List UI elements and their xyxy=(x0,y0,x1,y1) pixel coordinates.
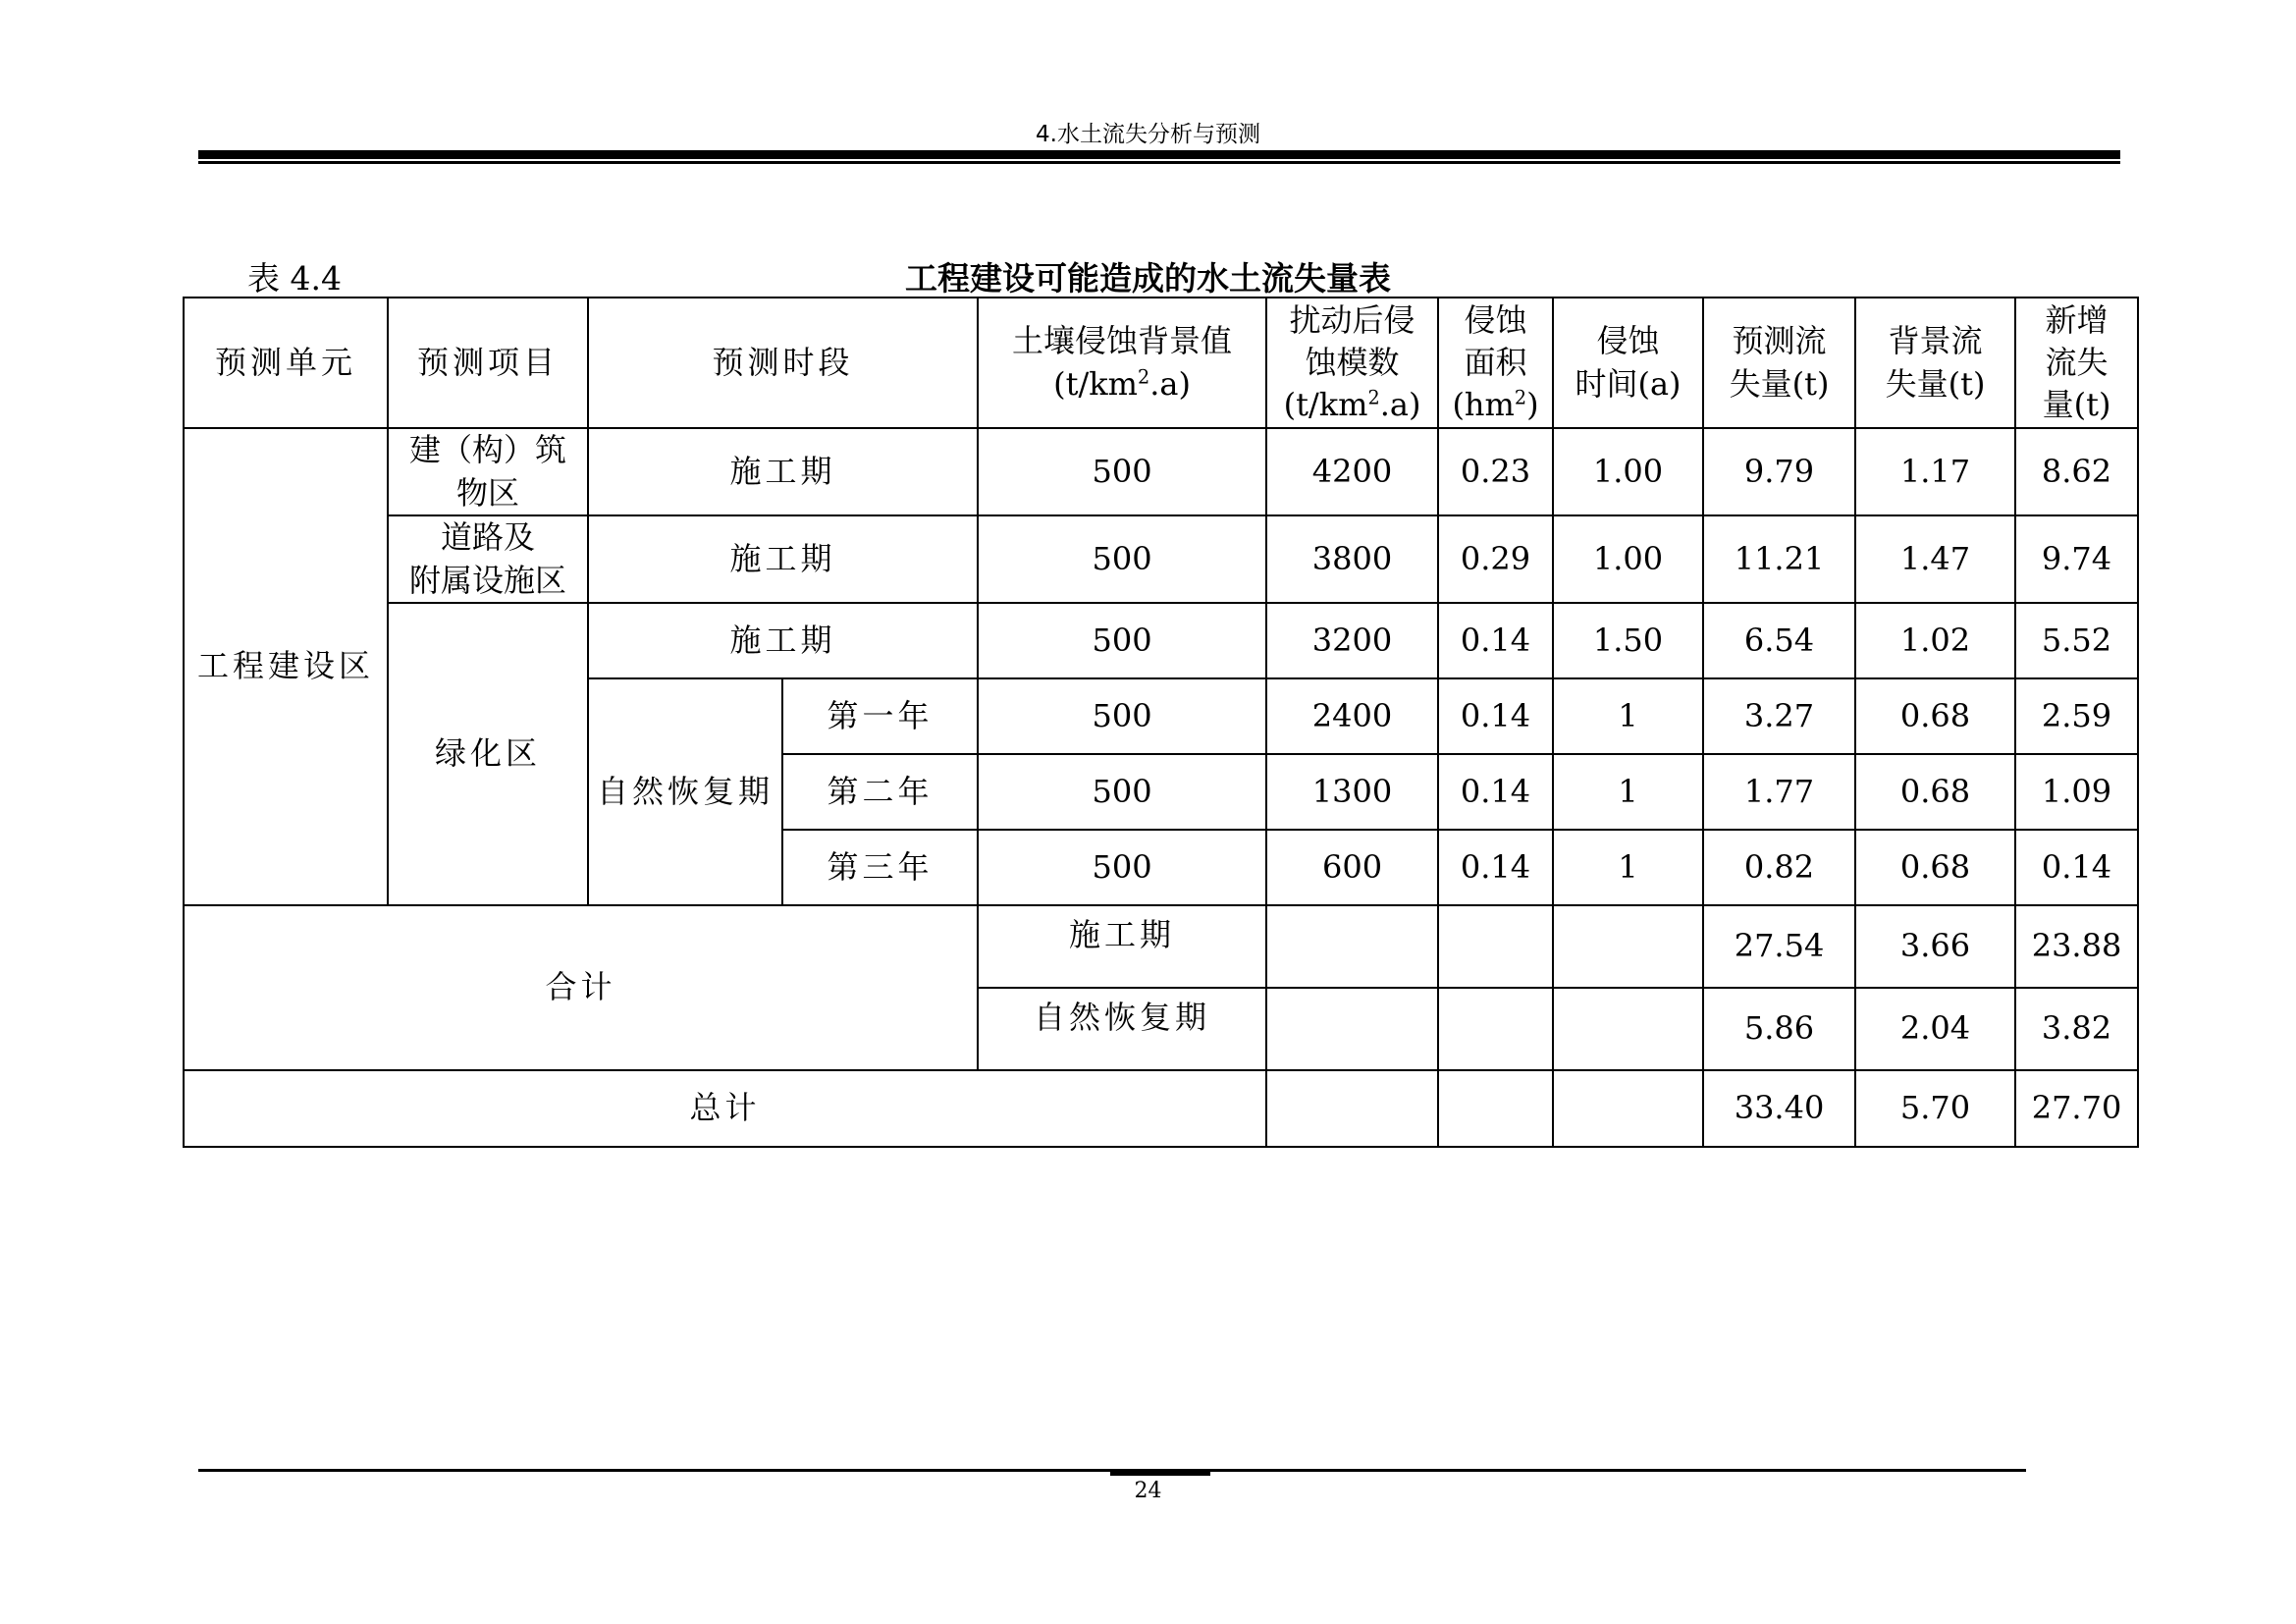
table-title: 工程建设可能造成的水土流失量表 xyxy=(905,259,1391,298)
background-value-cell: 500 xyxy=(978,515,1266,603)
erosion-modulus-cell: 2400 xyxy=(1266,678,1438,754)
item-cell-line2: 物区 xyxy=(455,473,519,512)
empty-cell xyxy=(1266,988,1438,1070)
period-cell: 施工期 xyxy=(588,428,978,515)
erosion-area-cell: 0.29 xyxy=(1438,515,1553,603)
background-value-cell: 500 xyxy=(978,678,1266,754)
new-loss-cell: 23.88 xyxy=(2015,905,2138,988)
col-header-erosion-modulus-sup: 2 xyxy=(1367,386,1380,409)
predicted-loss-cell: 5.86 xyxy=(1703,988,1855,1070)
empty-cell xyxy=(1438,1070,1553,1147)
col-header-erosion-area-line2: 面积 xyxy=(1464,343,1527,381)
erosion-area-cell: 0.23 xyxy=(1438,428,1553,515)
item-cell-line2: 附属设施区 xyxy=(408,561,566,599)
item-cell xyxy=(388,428,588,515)
background-loss-cell: 1.47 xyxy=(1855,515,2015,603)
total-label-cell: 总计 xyxy=(184,1070,1266,1147)
col-header-period: 预测时段 xyxy=(588,298,978,428)
new-loss-cell: 9.74 xyxy=(2015,515,2138,603)
empty-cell xyxy=(1438,988,1553,1070)
predicted-loss-cell: 0.82 xyxy=(1703,830,1855,905)
col-header-erosion-area-line4: ) xyxy=(1526,386,1539,424)
predicted-loss-cell: 33.40 xyxy=(1703,1070,1855,1147)
erosion-modulus-cell: 4200 xyxy=(1266,428,1438,515)
col-header-erosion-area-sup: 2 xyxy=(1514,386,1527,409)
col-header-background-loss xyxy=(1855,298,2015,428)
new-loss-cell: 2.59 xyxy=(2015,678,2138,754)
new-loss-cell: 8.62 xyxy=(2015,428,2138,515)
predicted-loss-cell: 3.27 xyxy=(1703,678,1855,754)
new-loss-cell: 1.09 xyxy=(2015,754,2138,830)
empty-cell xyxy=(1266,1070,1438,1147)
background-loss-cell: 2.04 xyxy=(1855,988,2015,1070)
col-header-background-value-line3: .a) xyxy=(1149,364,1191,403)
background-value-cell: 500 xyxy=(978,603,1266,678)
col-header-erosion-modulus xyxy=(1266,298,1438,428)
erosion-time-cell: 1.00 xyxy=(1553,515,1703,603)
period-cell: 第二年 xyxy=(782,754,978,830)
col-header-erosion-time xyxy=(1553,298,1703,428)
predicted-loss-cell: 11.21 xyxy=(1703,515,1855,603)
subtotal-row xyxy=(184,905,2138,988)
col-header-new-loss xyxy=(2015,298,2138,428)
period-cell: 第三年 xyxy=(782,830,978,905)
erosion-area-cell: 0.14 xyxy=(1438,678,1553,754)
predicted-loss-cell: 1.77 xyxy=(1703,754,1855,830)
col-header-predicted-loss xyxy=(1703,298,1855,428)
new-loss-cell: 3.82 xyxy=(2015,988,2138,1070)
footer-mark xyxy=(1110,1472,1210,1476)
period-group-cell: 自然恢复期 xyxy=(588,678,782,905)
background-loss-cell: 0.68 xyxy=(1855,754,2015,830)
background-value-cell: 500 xyxy=(978,754,1266,830)
new-loss-cell: 27.70 xyxy=(2015,1070,2138,1147)
col-header-background-value xyxy=(978,298,1266,428)
table-row xyxy=(184,603,2138,678)
empty-cell xyxy=(1438,905,1553,988)
subtotal-label-cell: 合计 xyxy=(184,905,978,1070)
empty-cell xyxy=(1266,905,1438,988)
empty-cell xyxy=(1553,1070,1703,1147)
erosion-modulus-cell: 1300 xyxy=(1266,754,1438,830)
col-header-erosion-modulus-line2: 蚀模数 xyxy=(1305,343,1400,381)
soil-loss-table xyxy=(183,297,2139,1148)
col-header-erosion-area-line1: 侵蚀 xyxy=(1464,300,1527,339)
col-header-background-loss-line2: 失量(t) xyxy=(1885,364,1986,403)
unit-cell: 工程建设区 xyxy=(184,428,388,905)
col-header-erosion-time-line1: 侵蚀 xyxy=(1596,322,1660,360)
table-row xyxy=(184,428,2138,515)
background-loss-cell: 0.68 xyxy=(1855,678,2015,754)
header-rule-thick xyxy=(198,150,2120,159)
col-header-erosion-modulus-line4: .a) xyxy=(1379,386,1421,424)
empty-cell xyxy=(1553,905,1703,988)
erosion-time-cell: 1 xyxy=(1553,678,1703,754)
predicted-loss-cell: 6.54 xyxy=(1703,603,1855,678)
erosion-area-cell: 0.14 xyxy=(1438,830,1553,905)
col-header-new-loss-line3: 量(t) xyxy=(2042,386,2111,424)
col-header-background-loss-line1: 背景流 xyxy=(1888,322,1983,360)
erosion-time-cell: 1 xyxy=(1553,830,1703,905)
subtotal-period-cell: 施工期 xyxy=(978,905,1266,988)
item-cell-line1: 道路及 xyxy=(440,518,535,557)
col-header-background-value-line1: 土壤侵蚀背景值 xyxy=(1012,322,1233,360)
col-header-background-value-line2: (t/km xyxy=(1053,364,1138,403)
item-cell-line1: 建（构）筑 xyxy=(408,431,566,469)
predicted-loss-cell: 9.79 xyxy=(1703,428,1855,515)
col-header-predicted-loss-line1: 预测流 xyxy=(1732,322,1827,360)
background-value-cell: 500 xyxy=(978,830,1266,905)
erosion-time-cell: 1 xyxy=(1553,754,1703,830)
header-rule-thin xyxy=(198,161,2120,164)
background-loss-cell: 1.02 xyxy=(1855,603,2015,678)
table-row xyxy=(184,515,2138,603)
erosion-modulus-cell: 3800 xyxy=(1266,515,1438,603)
col-header-erosion-modulus-line1: 扰动后侵 xyxy=(1289,300,1415,339)
erosion-time-cell: 1.50 xyxy=(1553,603,1703,678)
table-label: 表 4.4 xyxy=(247,259,342,298)
item-cell: 绿化区 xyxy=(388,603,588,905)
running-header: 4.水土流失分析与预测 xyxy=(1036,122,1260,147)
erosion-modulus-cell: 600 xyxy=(1266,830,1438,905)
erosion-time-cell: 1.00 xyxy=(1553,428,1703,515)
col-header-erosion-modulus-line3: (t/km xyxy=(1283,386,1368,424)
col-header-erosion-area xyxy=(1438,298,1553,428)
col-header-background-value-sup: 2 xyxy=(1137,364,1150,388)
col-header-predicted-loss-line2: 失量(t) xyxy=(1729,364,1830,403)
empty-cell xyxy=(1553,988,1703,1070)
col-header-unit: 预测单元 xyxy=(184,298,388,428)
col-header-new-loss-line2: 流失 xyxy=(2045,343,2109,381)
background-value-cell: 500 xyxy=(978,428,1266,515)
background-loss-cell: 3.66 xyxy=(1855,905,2015,988)
total-row xyxy=(184,1070,2138,1147)
col-header-new-loss-line1: 新增 xyxy=(2045,300,2109,339)
erosion-area-cell: 0.14 xyxy=(1438,603,1553,678)
new-loss-cell: 5.52 xyxy=(2015,603,2138,678)
col-header-item: 预测项目 xyxy=(388,298,588,428)
background-loss-cell: 1.17 xyxy=(1855,428,2015,515)
erosion-modulus-cell: 3200 xyxy=(1266,603,1438,678)
period-cell: 第一年 xyxy=(782,678,978,754)
subtotal-period-cell: 自然恢复期 xyxy=(978,988,1266,1070)
page-number: 24 xyxy=(1134,1479,1162,1503)
predicted-loss-cell: 27.54 xyxy=(1703,905,1855,988)
col-header-erosion-area-line3: (hm xyxy=(1452,386,1515,424)
new-loss-cell: 0.14 xyxy=(2015,830,2138,905)
erosion-area-cell: 0.14 xyxy=(1438,754,1553,830)
header-row xyxy=(184,298,2138,428)
item-cell xyxy=(388,515,588,603)
background-loss-cell: 0.68 xyxy=(1855,830,2015,905)
period-cell: 施工期 xyxy=(588,603,978,678)
col-header-erosion-time-line2: 时间(a) xyxy=(1575,364,1682,403)
background-loss-cell: 5.70 xyxy=(1855,1070,2015,1147)
period-cell: 施工期 xyxy=(588,515,978,603)
